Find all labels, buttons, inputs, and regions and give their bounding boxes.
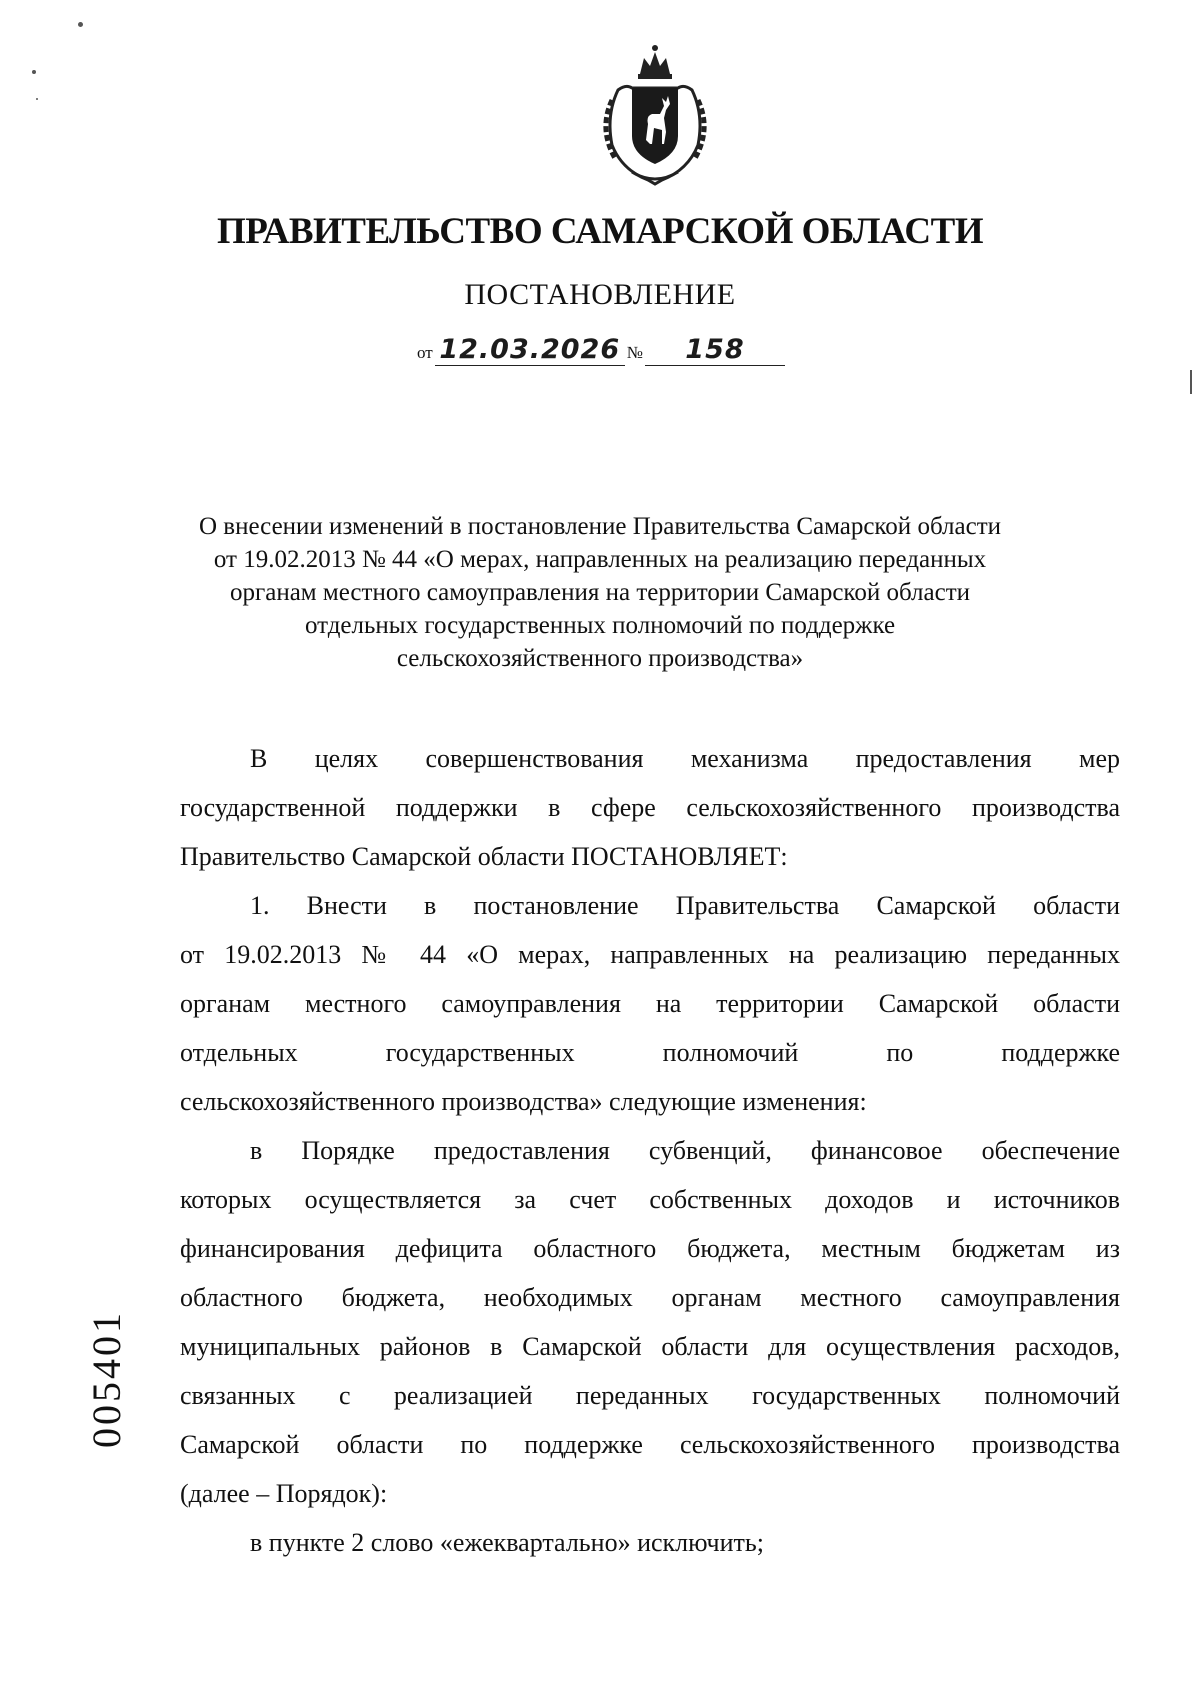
number-sign: № xyxy=(626,343,643,362)
scan-speck xyxy=(32,70,36,74)
body-line: связанных с реализацией переданных государственных полномочий xyxy=(180,1381,1120,1410)
body-line: отдельных государственных полномочий по поддержке xyxy=(180,1038,1120,1067)
body-line: областного бюджета, необходимых органам местного самоуправления xyxy=(180,1283,1120,1312)
subject-line: органам местного самоуправления на территории Самарской области xyxy=(229,579,971,606)
side-stamp-number: 005401 xyxy=(84,1310,129,1448)
body-line: от 19.02.2013 № 44 «О мерах, направленных на реализацию переданных xyxy=(180,940,1120,969)
scan-speck xyxy=(36,98,38,100)
samara-coat-of-arms-icon xyxy=(588,40,722,186)
body-line: муниципальных районов в Самарской области для осуществления расходов, xyxy=(180,1332,1120,1361)
body-line: которых осуществляется за счет собственных доходов и источников xyxy=(180,1185,1120,1214)
subject-line: О внесении изменений в постановление Правительства Самарской области xyxy=(198,513,1002,540)
government-title: ПРАВИТЕЛЬСТВО САМАРСКОЙ ОБЛАСТИ xyxy=(216,211,984,252)
handwritten-date: 12.03.2026 xyxy=(435,334,625,366)
document-type: ПОСТАНОВЛЕНИЕ xyxy=(464,278,736,311)
body-line: государственной поддержки в сфере сельскохозяйственного производства xyxy=(180,793,1120,822)
handwritten-number: 158 xyxy=(645,334,785,366)
body-line: органам местного самоуправления на территории Самарской области xyxy=(180,989,1120,1018)
document-body xyxy=(180,734,1120,1567)
subject-line: от 19.02.2013 № 44 «О мерах, направленных на реализацию переданных xyxy=(213,546,987,573)
scan-speck xyxy=(78,22,83,27)
body-line: В целях совершенствования механизма предоставления мер xyxy=(250,744,1120,773)
scan-speck xyxy=(1190,370,1192,394)
document-subject xyxy=(150,510,1050,675)
body-line: 1. Внести в постановление Правительства Самарской области xyxy=(250,891,1120,920)
subject-line: сельскохозяйственного производства» xyxy=(396,645,804,672)
body-line: в Порядке предоставления субвенций, финансовое обеспечение xyxy=(250,1136,1120,1165)
body-line: финансирования дефицита областного бюджета, местным бюджетам из xyxy=(180,1234,1120,1263)
body-line: сельскохозяйственного производства» следующие изменения: xyxy=(180,1087,867,1116)
date-number-line xyxy=(0,334,1200,366)
subject-line: отдельных государственных полномочий по поддержке xyxy=(304,612,896,639)
body-line: Самарской области по поддержке сельскохозяйственного производства xyxy=(180,1430,1120,1459)
body-line: в пункте 2 слово «ежеквартально» исключить; xyxy=(250,1528,764,1557)
date-prefix: от xyxy=(417,343,433,362)
body-line: Правительство Самарской области ПОСТАНОВЛЯЕТ: xyxy=(180,842,788,871)
body-line: (далее – Порядок): xyxy=(180,1479,388,1508)
